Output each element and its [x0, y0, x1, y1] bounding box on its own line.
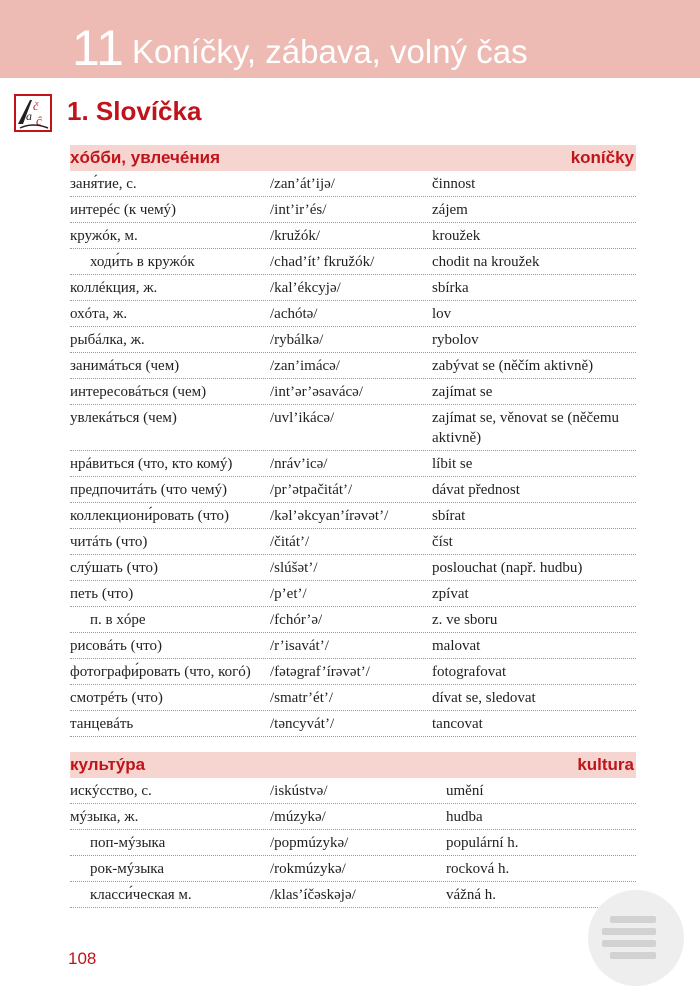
russian-word: искýсство, с. — [70, 783, 152, 799]
table-header — [70, 145, 636, 171]
table-row — [70, 830, 636, 856]
transcription: /fətəgraf’írəvət’/ — [270, 664, 370, 680]
czech-translation: tancovat — [432, 716, 483, 732]
czech-translation: dívat se, sledovat — [432, 690, 536, 706]
czech-translation: dávat přednost — [432, 482, 520, 498]
transcription: /zan’imácə/ — [270, 358, 340, 374]
russian-word: рыбáлка, ж. — [70, 332, 145, 348]
transcription: /p’et’/ — [270, 586, 307, 602]
transcription: /smatr’ét’/ — [270, 690, 334, 706]
russian-word: нрáвиться (что, кто комý) — [70, 456, 233, 472]
table-row — [70, 711, 636, 737]
table-rows — [70, 778, 636, 908]
table-row — [70, 607, 636, 633]
table-row — [70, 353, 636, 379]
alphabet-book-icon — [14, 94, 52, 132]
czech-translation: zájem — [432, 202, 468, 218]
transcription: /rokmúzykə/ — [270, 861, 346, 877]
vocab-table-culture — [70, 752, 636, 908]
transcription: /int’ir’és/ — [270, 202, 327, 218]
table-header-russian: культýра — [70, 755, 146, 774]
svg-text:č: č — [33, 99, 39, 113]
czech-translation: fotografovat — [432, 664, 507, 680]
transcription: /popmúzykə/ — [270, 835, 349, 851]
table-row — [70, 882, 636, 908]
chapter-number: 11 — [72, 20, 124, 76]
svg-text:a: a — [26, 109, 32, 123]
transcription: /rybálkə/ — [270, 332, 324, 348]
transcription: /klas’íčəskəjə/ — [270, 887, 356, 903]
czech-translation: chodit na kroužek — [432, 254, 540, 270]
transcription: /r’isavát’/ — [270, 638, 329, 654]
table-rows — [70, 171, 636, 737]
russian-word: рисовáть (что) — [70, 638, 162, 654]
table-row — [70, 197, 636, 223]
russian-word: заня́тие, с. — [70, 176, 137, 192]
czech-translation: sbírat — [432, 508, 466, 524]
chapter-header-band — [0, 0, 700, 78]
czech-translation: zabývat se (něčím aktivně) — [432, 358, 594, 374]
russian-word: слýшать (что) — [70, 560, 159, 576]
table-header — [70, 752, 636, 778]
czech-translation: zajímat se, věnovat se (něčemu aktivně) — [432, 410, 620, 446]
czech-translation: zajímat se — [432, 384, 493, 400]
table-row — [70, 327, 636, 353]
table-header-czech: kultura — [577, 755, 634, 774]
transcription: /kal’ékcyjə/ — [270, 280, 341, 296]
table-row — [70, 451, 636, 477]
transcription: /pr’ətpačitát’/ — [270, 482, 353, 498]
czech-translation: činnost — [432, 176, 476, 192]
books-logo-icon — [588, 890, 684, 986]
russian-word: читáть (что) — [70, 534, 148, 550]
page-number: 108 — [68, 949, 97, 968]
czech-translation: umění — [446, 783, 484, 799]
czech-translation: rocková h. — [446, 861, 510, 877]
russian-word: коллекциони́ровать (что) — [70, 508, 230, 524]
table-row — [70, 659, 636, 685]
vocab-table-hobbies — [70, 145, 636, 737]
czech-translation: zpívat — [432, 586, 469, 602]
russian-word: мýзыка, ж. — [70, 809, 139, 825]
russian-word: охóта, ж. — [70, 306, 128, 322]
czech-translation: hudba — [446, 809, 483, 825]
table-row — [70, 171, 636, 197]
transcription: /kəl’əkcyan’írəvət’/ — [270, 508, 389, 524]
russian-word: класси́ческая м. — [90, 887, 192, 903]
table-row — [70, 778, 636, 804]
svg-text:ĉ: ĉ — [36, 113, 42, 128]
czech-translation: poslouchat (např. hudbu) — [432, 560, 583, 576]
transcription: /achótə/ — [270, 306, 318, 322]
russian-word: п. в хóре — [90, 612, 146, 628]
russian-word: фотографи́ровать (что, когó) — [70, 664, 251, 680]
russian-word: кружóк, м. — [70, 228, 138, 244]
table-row — [70, 379, 636, 405]
transcription: /chad’ít’ fkružók/ — [270, 254, 375, 270]
table-row — [70, 685, 636, 711]
transcription: /múzykə/ — [270, 809, 326, 825]
section-title: 1. Slovíčka — [67, 96, 202, 126]
table-header-russian: хóбби, увлечéния — [70, 148, 220, 167]
czech-translation: lov — [432, 306, 452, 322]
table-row — [70, 477, 636, 503]
table-row — [70, 804, 636, 830]
table-row — [70, 529, 636, 555]
transcription: /təncyvát’/ — [270, 716, 335, 732]
table-row — [70, 503, 636, 529]
czech-translation: populární h. — [446, 835, 519, 851]
czech-translation: malovat — [432, 638, 481, 654]
czech-translation: vážná h. — [446, 887, 496, 903]
table-row — [70, 633, 636, 659]
table-row — [70, 223, 636, 249]
russian-word: ходи́ть в кружóк — [90, 254, 195, 270]
transcription: /čitát’/ — [270, 534, 310, 550]
transcription: /iskústvə/ — [270, 783, 328, 799]
russian-word: танцевáть — [70, 716, 134, 732]
chapter-title: Koníčky, zábava, volný čas — [132, 33, 528, 70]
czech-translation: kroužek — [432, 228, 481, 244]
transcription: /kružók/ — [270, 228, 320, 244]
table-row — [70, 275, 636, 301]
transcription: /uvl’ikácə/ — [270, 410, 335, 426]
table-header-czech: koníčky — [570, 148, 634, 167]
russian-word: интересовáться (чем) — [70, 384, 207, 400]
russian-word: предпочитáть (что чемý) — [70, 482, 228, 498]
czech-translation: číst — [432, 534, 453, 550]
czech-translation: rybolov — [432, 332, 479, 348]
russian-word: коллéкция, ж. — [70, 280, 158, 296]
table-row — [70, 555, 636, 581]
russian-word: петь (что) — [70, 586, 134, 602]
russian-word: поп-мýзыка — [90, 835, 166, 851]
table-row — [70, 856, 636, 882]
transcription: /zan’át’ijə/ — [270, 176, 335, 192]
czech-translation: líbit se — [432, 456, 473, 472]
table-row — [70, 405, 636, 451]
table-row — [70, 249, 636, 275]
czech-translation: z. ve sboru — [432, 612, 498, 628]
russian-word: занимáться (чем) — [70, 358, 180, 374]
table-row — [70, 301, 636, 327]
russian-word: рок-мýзыка — [90, 861, 164, 877]
transcription: /int’ər’əsavácə/ — [270, 384, 363, 400]
russian-word: интерéс (к чемý) — [70, 202, 177, 218]
russian-word: увлекáться (чем) — [70, 410, 177, 426]
transcription: /fchór’ə/ — [270, 612, 323, 628]
transcription: /slúšət’/ — [270, 560, 318, 576]
transcription: /nráv’icə/ — [270, 456, 328, 472]
table-row — [70, 581, 636, 607]
russian-word: смотрéть (что) — [70, 690, 163, 706]
czech-translation: sbírka — [432, 280, 469, 296]
